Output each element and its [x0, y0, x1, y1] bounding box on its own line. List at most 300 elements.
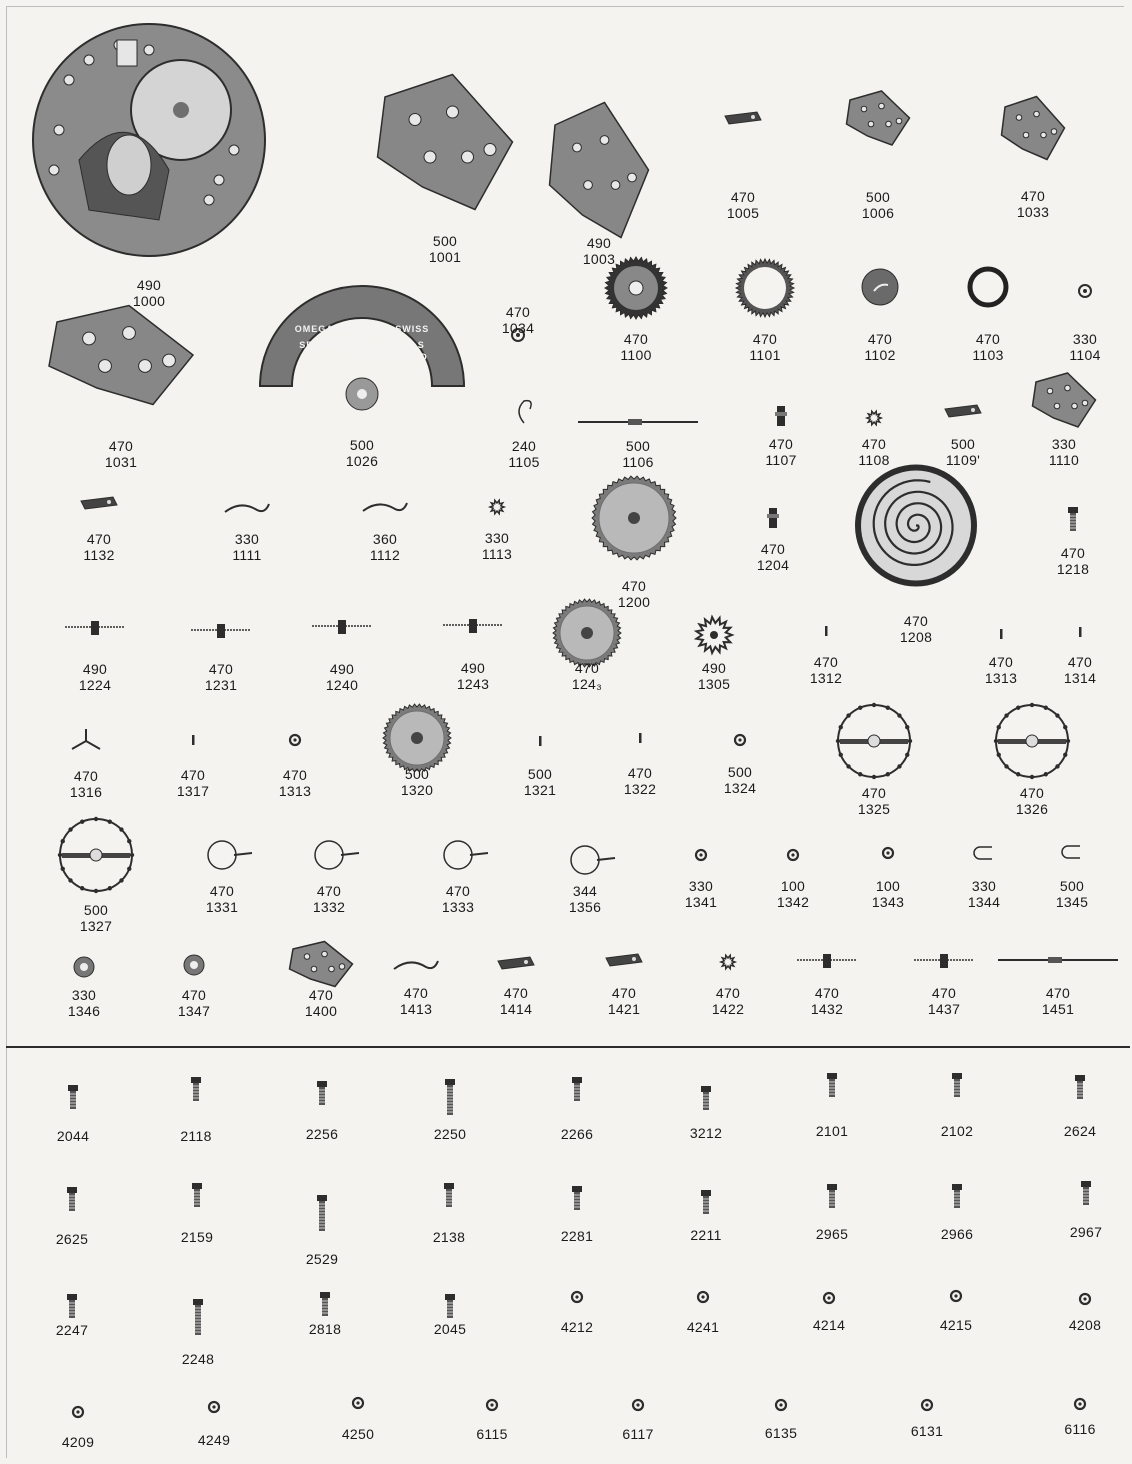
mainplate-icon	[29, 15, 269, 265]
star-wheel-icon	[703, 942, 753, 982]
screw-icon	[932, 1066, 982, 1106]
calibre-ref: 470	[623, 331, 649, 347]
part-number: 1026	[345, 453, 379, 469]
part-number: 2250	[433, 1126, 467, 1142]
part-number: 1347	[177, 1003, 211, 1019]
jewel-icon	[931, 1276, 981, 1316]
part-label	[148, 767, 238, 799]
calibre-ref: 470	[505, 304, 531, 320]
part-label	[479, 438, 569, 470]
part-label	[911, 1317, 1001, 1333]
part-label	[658, 1319, 748, 1335]
rotor-inscription-jewels: SEVENTEEN 17 JEWELS	[299, 340, 425, 350]
small-wheel-icon	[1060, 271, 1110, 311]
pin-icon	[168, 720, 218, 760]
calibre-ref: 470	[768, 436, 794, 452]
shock-setting-icon	[59, 947, 109, 987]
part-number: 1317	[176, 783, 210, 799]
part-number: 1102	[864, 347, 896, 363]
screw-icon	[807, 1177, 857, 1217]
part-label	[987, 785, 1077, 817]
jewel-icon	[768, 835, 818, 875]
jewel-icon	[333, 1383, 383, 1423]
part-label	[177, 883, 267, 915]
calibre-ref: 470	[282, 767, 308, 783]
part-number: 2625	[55, 1231, 89, 1247]
part-number: 1200	[617, 594, 651, 610]
gear-ring-icon	[735, 258, 795, 318]
part-label	[372, 766, 462, 798]
section-divider	[6, 1046, 1130, 1048]
part-label	[787, 1123, 877, 1139]
part-number: 1322	[623, 781, 657, 797]
rotor-icon	[252, 280, 472, 410]
part-label	[428, 660, 518, 692]
part-label	[405, 1321, 495, 1337]
screw-icon	[932, 1177, 982, 1217]
calibre-ref: 470	[988, 654, 1014, 670]
calibre-ref: 470	[611, 985, 637, 1001]
barrel-cover-icon	[860, 267, 900, 307]
hairspring-icon	[433, 835, 483, 875]
spring-icon	[360, 487, 410, 527]
jewel-icon	[902, 1385, 952, 1425]
balance-icon	[834, 701, 914, 781]
jewel-icon	[678, 1277, 728, 1317]
part-number: 1204	[756, 557, 790, 573]
part-number: 1325	[857, 801, 891, 817]
calibre-ref: 470	[503, 985, 529, 1001]
screw-icon	[297, 1194, 347, 1234]
pin-icon	[976, 614, 1026, 654]
part-label	[473, 304, 563, 336]
calibre-ref: 470	[621, 578, 647, 594]
part-label	[39, 987, 129, 1019]
part-number: 2966	[940, 1226, 974, 1242]
part-label	[54, 531, 144, 563]
part-label	[728, 541, 818, 573]
bridge-icon	[998, 93, 1068, 163]
part-label	[152, 1229, 242, 1245]
hairspring-icon	[197, 835, 247, 875]
calibre-ref: 470	[1045, 985, 1071, 1001]
arbor-icon	[196, 610, 246, 650]
screw-icon	[807, 1066, 857, 1106]
calibre-ref: 470	[760, 541, 786, 557]
pin-icon	[801, 611, 851, 651]
screw-icon	[552, 1179, 602, 1219]
calibre-ref: 470	[181, 987, 207, 1003]
calibre-ref: 100	[780, 878, 806, 894]
calibre-ref: 330	[971, 878, 997, 894]
part-label	[153, 1351, 243, 1367]
part-number: 2044	[56, 1128, 90, 1144]
part-label	[277, 1251, 367, 1267]
part-number: 1106	[622, 454, 654, 470]
calibre-ref: 500	[349, 437, 375, 453]
part-label	[1035, 1421, 1125, 1437]
part-number: 1001	[428, 249, 462, 265]
part-number: 1421	[607, 1001, 641, 1017]
part-number: 6117	[622, 1426, 654, 1442]
jewel-icon	[613, 1385, 663, 1425]
part-number: 1100	[620, 347, 652, 363]
part-label	[829, 785, 919, 817]
part-number: 2101	[815, 1123, 849, 1139]
part-number: 1356	[568, 899, 602, 915]
part-label	[591, 331, 681, 363]
calibre-ref: 240	[511, 438, 537, 454]
part-number: 1231	[204, 677, 238, 693]
calibre-ref: 330	[71, 987, 97, 1003]
part-label	[656, 878, 746, 910]
screw-icon	[171, 1070, 221, 1110]
wheel-icon	[552, 598, 622, 668]
part-label	[781, 654, 871, 686]
pin-icon	[515, 721, 565, 761]
calibre-ref: 470	[1020, 188, 1046, 204]
arbor-icon	[70, 607, 120, 647]
part-number: 2159	[180, 1229, 214, 1245]
part-label	[736, 436, 826, 468]
part-label	[50, 661, 140, 693]
part-label	[661, 1125, 751, 1141]
calibre-ref: 470	[1019, 785, 1045, 801]
part-number: 1451	[1041, 1001, 1075, 1017]
part-number: 1342	[776, 894, 810, 910]
part-label	[669, 660, 759, 692]
part-label	[1035, 1123, 1125, 1139]
calibre-ref: 470	[931, 985, 957, 1001]
part-label	[149, 987, 239, 1019]
barrel-icon	[604, 256, 668, 320]
calibre-ref: 470	[752, 331, 778, 347]
part-label	[784, 1317, 874, 1333]
screw-icon	[424, 1176, 474, 1216]
part-number: 2818	[308, 1321, 342, 1337]
calibre-ref: 500	[625, 438, 651, 454]
part-number: 4212	[560, 1319, 594, 1335]
part-number: 1326	[1015, 801, 1049, 817]
part-label	[698, 189, 788, 221]
screw-icon	[1061, 1174, 1111, 1214]
jewel-icon	[189, 1387, 239, 1427]
part-number: 1331	[205, 899, 239, 915]
calibre-ref: 500	[404, 766, 430, 782]
stem-icon	[613, 402, 663, 442]
part-number: 1111	[232, 547, 262, 563]
part-label	[1040, 331, 1130, 363]
part-number: 2045	[433, 1321, 467, 1337]
part-number: 6115	[476, 1426, 508, 1442]
part-number: 1413	[399, 1001, 433, 1017]
part-number: 1432	[810, 1001, 844, 1017]
part-label	[447, 1426, 537, 1442]
calibre-ref: 500	[865, 189, 891, 205]
part-number: 6135	[764, 1425, 798, 1441]
spring-icon	[222, 488, 272, 528]
part-label	[41, 768, 131, 800]
part-number: 2247	[55, 1322, 89, 1338]
calibre-ref: 500	[1059, 878, 1085, 894]
calibre-ref: 470	[574, 660, 600, 676]
part-number: 2211	[690, 1227, 722, 1243]
part-label	[297, 661, 387, 693]
calibre-ref: 470	[108, 438, 134, 454]
part-number: 4214	[812, 1317, 846, 1333]
part-label	[151, 1128, 241, 1144]
calibre-ref: 100	[875, 878, 901, 894]
part-label	[579, 985, 669, 1017]
ring-icon	[966, 265, 1010, 309]
calibre-ref: 470	[1067, 654, 1093, 670]
part-number: 1101	[749, 347, 781, 363]
part-number: 1437	[927, 1001, 961, 1017]
part-number: 1324	[723, 780, 757, 796]
calibre-ref: 470	[1060, 545, 1086, 561]
part-label	[1013, 985, 1103, 1017]
arbor-icon	[919, 940, 969, 980]
star-wheel-icon	[849, 398, 899, 438]
part-label	[542, 660, 632, 692]
calibre-ref: 470	[445, 883, 471, 899]
calibre-ref: 360	[372, 531, 398, 547]
part-number: 1343	[871, 894, 905, 910]
part-number: 1034	[501, 320, 535, 336]
calibre-ref: 470	[975, 331, 1001, 347]
part-number: 1033	[1016, 204, 1050, 220]
jewel-icon	[467, 1385, 517, 1425]
screw-icon	[1048, 500, 1098, 540]
part-number: 2138	[432, 1229, 466, 1245]
part-number: 1316	[69, 784, 103, 800]
calibre-ref: 330	[484, 530, 510, 546]
part-number: 2624	[1063, 1123, 1097, 1139]
calibre-ref: 500	[527, 766, 553, 782]
calibre-ref: 490	[136, 277, 162, 293]
calibre-ref: 500	[83, 902, 109, 918]
part-label	[76, 438, 166, 470]
part-label	[277, 1126, 367, 1142]
part-number: 2248	[181, 1351, 215, 1367]
calibre-ref: 490	[701, 660, 727, 676]
part-number: 1314	[1063, 670, 1097, 686]
part-number: 4249	[197, 1432, 231, 1448]
part-number: 6116	[1064, 1421, 1096, 1437]
part-number: 4209	[61, 1434, 95, 1450]
calibre-ref: 330	[688, 878, 714, 894]
wheel-icon	[382, 703, 452, 773]
bridge-icon	[286, 939, 356, 989]
part-number: 1321	[523, 782, 557, 798]
part-label	[871, 613, 961, 645]
part-label	[595, 765, 685, 797]
part-label	[736, 1425, 826, 1441]
jewel-icon	[552, 1277, 602, 1317]
screw-icon	[48, 1078, 98, 1118]
calibre-ref: 330	[234, 531, 260, 547]
part-label	[51, 902, 141, 934]
rotor-inscription: OMEGA WATCH Co SWISS	[294, 324, 430, 334]
lever-icon	[74, 485, 124, 525]
jewel-icon	[53, 1392, 103, 1432]
jewel-icon	[676, 835, 726, 875]
part-number: 2967	[1069, 1224, 1103, 1240]
calibre-ref: 470	[308, 987, 334, 1003]
part-label	[532, 1228, 622, 1244]
part-label	[1028, 545, 1118, 577]
part-label	[471, 985, 561, 1017]
arbor-icon	[317, 606, 367, 646]
part-label	[340, 531, 430, 563]
part-number: 2281	[560, 1228, 594, 1244]
part-label	[720, 331, 810, 363]
part-number: 1341	[684, 894, 718, 910]
part-label	[28, 1128, 118, 1144]
calibre-ref: 470	[180, 767, 206, 783]
lever-icon	[718, 100, 768, 140]
part-number: 1312	[809, 670, 843, 686]
part-number: 1003	[582, 251, 616, 267]
part-label	[452, 530, 542, 562]
calibre-ref: 470	[208, 661, 234, 677]
part-number: 2102	[940, 1123, 974, 1139]
part-number: 1103	[972, 347, 1004, 363]
screw-icon	[173, 1298, 223, 1338]
bridge-icon	[843, 88, 913, 148]
part-number: 2965	[815, 1226, 849, 1242]
part-label	[202, 531, 292, 563]
part-label	[404, 1229, 494, 1245]
screw-icon	[300, 1285, 350, 1325]
part-label	[956, 654, 1046, 686]
star-wheel-icon	[472, 487, 522, 527]
part-label	[748, 878, 838, 910]
part-number: 6131	[910, 1423, 944, 1439]
stem-icon	[1033, 940, 1083, 980]
frame-line-left	[6, 6, 7, 1458]
part-label	[695, 764, 785, 796]
screw-icon	[552, 1070, 602, 1110]
part-label	[33, 1434, 123, 1450]
jewel-icon	[1055, 1384, 1105, 1424]
part-number: 1313	[984, 670, 1018, 686]
part-label	[988, 188, 1078, 220]
lever-icon	[491, 945, 541, 985]
bridge-icon	[1029, 370, 1099, 430]
part-label	[1035, 654, 1125, 686]
lever-icon	[938, 393, 988, 433]
jewel-icon	[715, 720, 765, 760]
part-label	[882, 1423, 972, 1439]
part-number: 1333	[441, 899, 475, 915]
part-number: 4215	[939, 1317, 973, 1333]
part-label	[284, 883, 374, 915]
part-number: 1320	[400, 782, 434, 798]
jewel-icon	[756, 1385, 806, 1425]
part-label	[532, 1319, 622, 1335]
bridge-icon	[41, 300, 201, 410]
part-number: 1031	[104, 454, 138, 470]
calibre-ref: 470	[209, 883, 235, 899]
part-label	[661, 1227, 751, 1243]
part-number: 1240	[325, 677, 359, 693]
calibre-ref: 470	[730, 189, 756, 205]
part-label	[280, 1321, 370, 1337]
hairspring-icon	[304, 835, 354, 875]
screw-icon	[681, 1183, 731, 1223]
part-number: 4208	[1068, 1317, 1102, 1333]
part-number: 1422	[711, 1001, 745, 1017]
calibre-ref: 330	[1051, 436, 1077, 452]
part-number: 1243	[456, 676, 490, 692]
part-number: 1105	[508, 454, 540, 470]
part-label	[1027, 878, 1117, 910]
part-number: 1208	[899, 629, 933, 645]
part-label	[912, 1123, 1002, 1139]
screw-icon	[172, 1176, 222, 1216]
bridge-icon	[370, 67, 520, 217]
part-label	[843, 878, 933, 910]
jewel-icon	[1060, 1279, 1110, 1319]
part-label	[1041, 1224, 1131, 1240]
screw-icon	[1055, 1068, 1105, 1108]
screw-icon	[425, 1078, 475, 1118]
part-number: 1218	[1056, 561, 1090, 577]
calibre-ref: 470	[814, 985, 840, 1001]
part-number: 1005	[726, 205, 760, 221]
part-number: 2118	[180, 1128, 212, 1144]
pin-icon	[615, 718, 665, 758]
arbor-icon	[802, 940, 852, 980]
part-label	[943, 331, 1033, 363]
pin-icon	[1055, 612, 1105, 652]
balance-icon	[992, 701, 1072, 781]
calibre-ref: 470	[73, 768, 99, 784]
calibre-ref: 490	[460, 660, 486, 676]
frame-line-top	[6, 6, 1124, 7]
part-number: 1346	[67, 1003, 101, 1019]
screw-icon	[681, 1079, 731, 1119]
screw-icon	[47, 1287, 97, 1327]
calibre-ref: 330	[1072, 331, 1098, 347]
calibre-ref: 470	[813, 654, 839, 670]
part-label	[176, 661, 266, 693]
calibre-ref: 500	[727, 764, 753, 780]
mainspring-icon	[856, 453, 976, 598]
part-number: 4250	[341, 1426, 375, 1442]
hook-icon	[499, 391, 549, 431]
arbor-icon	[448, 605, 498, 645]
part-label	[400, 233, 490, 265]
part-label	[405, 1126, 495, 1142]
bridge-icon	[544, 95, 654, 245]
part-number: 2266	[560, 1126, 594, 1142]
calibre-ref: 490	[586, 235, 612, 251]
part-number: 1113	[481, 546, 513, 562]
part-number: 1332	[312, 899, 346, 915]
balance-icon	[56, 815, 136, 895]
part-number: 1345	[1055, 894, 1089, 910]
part-label	[787, 1226, 877, 1242]
screw-icon	[47, 1180, 97, 1220]
part-number: 4241	[686, 1319, 720, 1335]
jewel-icon	[804, 1278, 854, 1318]
pinion-icon	[748, 498, 798, 538]
pinion-icon	[756, 396, 806, 436]
part-label	[782, 985, 872, 1017]
part-number: 1006	[861, 205, 895, 221]
